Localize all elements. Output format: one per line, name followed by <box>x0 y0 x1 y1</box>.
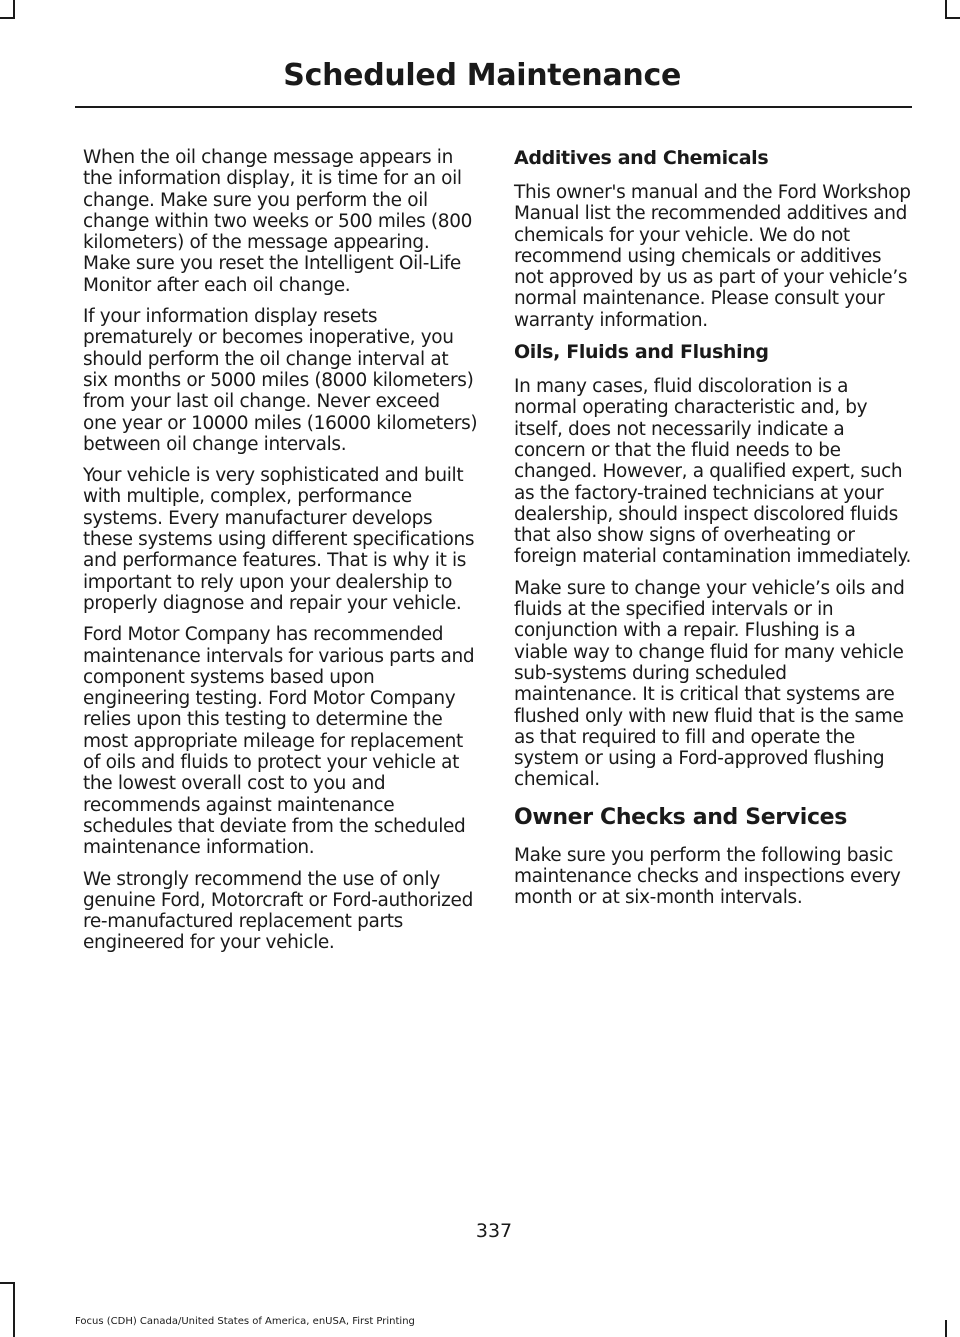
page-title: Scheduled Maintenance <box>283 58 681 93</box>
body-paragraph: Make sure you perform the following basic maintenance checks and inspections every month or at six-month intervals. <box>514 844 901 909</box>
body-paragraph: When the oil change message appears in the information display, it is time for an oil change. Make sure you perform the oil change within two weeks or 500 miles (800 kilometers) of the message appearing. Make sure you reset the Intelligent Oil-Life Monitor after each oil change. <box>83 147 473 296</box>
crop-mark <box>945 1320 947 1337</box>
publication-footer: Focus (CDH) Canada/United States of America, enUSA, First Printing <box>75 1316 415 1327</box>
section-heading-owner-checks: Owner Checks and Services <box>514 804 847 830</box>
section-heading-oils-fluids: Oils, Fluids and Flushing <box>514 341 769 364</box>
left-column <box>83 147 478 964</box>
body-paragraph: Ford Motor Company has recommended maintenance intervals for various parts and component systems based upon engineering testing. Ford Motor Company relies upon this testing to determine the most appropriate mileage for replacement of oils and fluids to protect your vehicle at the lowest overall cost to you and recommends against maintenance schedules that deviate from the scheduled maintenance information. <box>83 624 475 859</box>
section-heading-additives: Additives and Chemicals <box>514 147 769 169</box>
body-paragraph: Your vehicle is very sophisticated and built with multiple, complex, performance systems. Every manufacturer develops these systems using different specifications and performance features. That is why it is important to rely upon your dealership to properly diagnose and repair your vehicle. <box>83 465 475 614</box>
crop-mark <box>945 17 960 19</box>
crop-mark <box>0 17 15 19</box>
crop-mark <box>13 1282 15 1337</box>
right-column <box>514 147 912 919</box>
page-number: 337 <box>475 1220 513 1242</box>
body-paragraph: In many cases, fluid discoloration is a normal operating characteristic and, by itself, does not necessarily indicate a concern or that the fluid needs to be changed. However, a qualified expert, such as the factory-trained technicians at your dealership, should inspect discolored fluids that also show signs of overheating or foreign material contamination immediately. <box>514 376 912 568</box>
header-rule <box>75 106 912 108</box>
body-paragraph: This owner's manual and the Ford Workshop Manual list the recommended additives and chemicals for your vehicle. We do not recommend using chemicals or additives not approved by us as part of your vehicle’s normal maintenance. Please consult your warranty information. <box>514 182 911 331</box>
body-paragraph: We strongly recommend the use of only genuine Ford, Motorcraft or Ford-authorized re-manufactured replacement parts engineered for your vehicle. <box>83 868 473 954</box>
body-paragraph: If your information display resets prematurely or becomes inoperative, you should perform the oil change interval at six months or 5000 miles (8000 kilometers) from your last oil change. Never exceed one year or 10000 miles (16000 kilometers) between oil change intervals. <box>83 306 478 455</box>
body-paragraph: Make sure to change your vehicle’s oils and fluids at the specified intervals or in conjunction with a repair. Flushing is a viable way to change fluid for many vehicle sub-systems during scheduled maintenance. It is critical that systems are flushed only with new fluid that is the same as that required to fill and operate the system or using a Ford-approved flushing chemical. <box>514 577 905 791</box>
crop-mark <box>0 1282 15 1284</box>
